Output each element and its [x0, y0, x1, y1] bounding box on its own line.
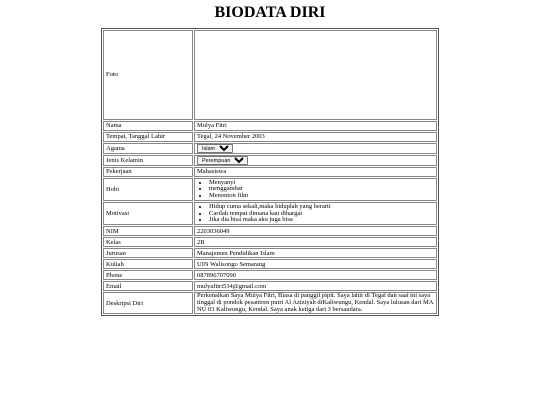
- label-jenis-kelamin: Jenis Kelamin: [103, 155, 193, 166]
- table-row: [103, 121, 437, 131]
- list-item: • Menonton film: [209, 193, 434, 199]
- motivasi-list: [197, 204, 434, 223]
- cell-jenis-kelamin: [194, 155, 437, 166]
- photo-placeholder: [194, 30, 437, 120]
- label-agama: Agama: [103, 143, 193, 154]
- hobi-list: [197, 180, 434, 199]
- label-email: Email: [103, 281, 193, 291]
- value-deskripsi: Perkenalkan Saya Mulya Fitri, Biasa di panggil pipit. Saya lahir di Tegal dan saat ini saya tinggal di pondok pesantren putri Al Aziziyah diKaliwungu, Kendal. Saya lulusan dari MA NU 03 Kaliwungu, Kendal. Saya anak ketiga dari 3 bersaudara.: [194, 292, 437, 314]
- value-nim: 2203036049: [194, 226, 437, 236]
- value-pekerjaan: Mahasiswa: [194, 167, 437, 177]
- label-jurusan: Jurusan: [103, 248, 193, 258]
- value-kuliah: UIN Walisongo Semarang: [194, 259, 437, 269]
- list-item: • Jika dia bisa maka aku juga bisa: [209, 217, 434, 223]
- label-ttl: Tempat, Tanggal Lahir: [103, 132, 193, 142]
- label-hobi: Hobi: [103, 178, 193, 201]
- biodata-table: [101, 28, 439, 316]
- value-phone: 087896707090: [194, 270, 437, 280]
- label-nim: NIM: [103, 226, 193, 236]
- list-item: • Menyanyi: [209, 180, 434, 186]
- cell-agama: [194, 143, 437, 154]
- table-row: [103, 30, 437, 120]
- label-foto: Foto: [103, 30, 193, 120]
- agama-select[interactable]: [197, 144, 233, 153]
- table-row: [103, 237, 437, 247]
- label-kuliah: Kuliah: [103, 259, 193, 269]
- table-row: [103, 155, 437, 166]
- list-item: • Carilah tempat dimana kau dihargai: [209, 211, 434, 217]
- table-row: [103, 178, 437, 201]
- label-motivasi: Motivasi: [103, 202, 193, 225]
- table-row: [103, 248, 437, 258]
- value-ttl: Tegal, 24 November 2003: [194, 132, 437, 142]
- table-row: [103, 143, 437, 154]
- list-item: • menggambar: [209, 186, 434, 192]
- page-title: BIODATA DIRI: [214, 4, 326, 21]
- label-pekerjaan: Pekerjaan: [103, 167, 193, 177]
- label-kelas: Kelas: [103, 237, 193, 247]
- cell-motivasi: [194, 202, 437, 225]
- value-kelas: 2B: [194, 237, 437, 247]
- table-row: [103, 292, 437, 314]
- list-item: • Hidup cuma sekali,maka hiduplah yang berarti: [209, 204, 434, 210]
- jenis-kelamin-select[interactable]: [197, 156, 248, 165]
- value-jurusan: Manajemen Pendidikan Islam: [194, 248, 437, 258]
- table-row: [103, 270, 437, 280]
- table-row: [103, 202, 437, 225]
- table-row: [103, 167, 437, 177]
- value-email: mulyafitri534@gmail.com: [194, 281, 437, 291]
- cell-hobi: [194, 178, 437, 201]
- table-row: [103, 132, 437, 142]
- label-phone: Phone: [103, 270, 193, 280]
- table-row: [103, 259, 437, 269]
- table-row: [103, 226, 437, 236]
- value-nama: Mulya Fitri: [194, 121, 437, 131]
- label-nama: Nama: [103, 121, 193, 131]
- label-deskripsi: Deskripsi Diri: [103, 292, 193, 314]
- table-row: [103, 281, 437, 291]
